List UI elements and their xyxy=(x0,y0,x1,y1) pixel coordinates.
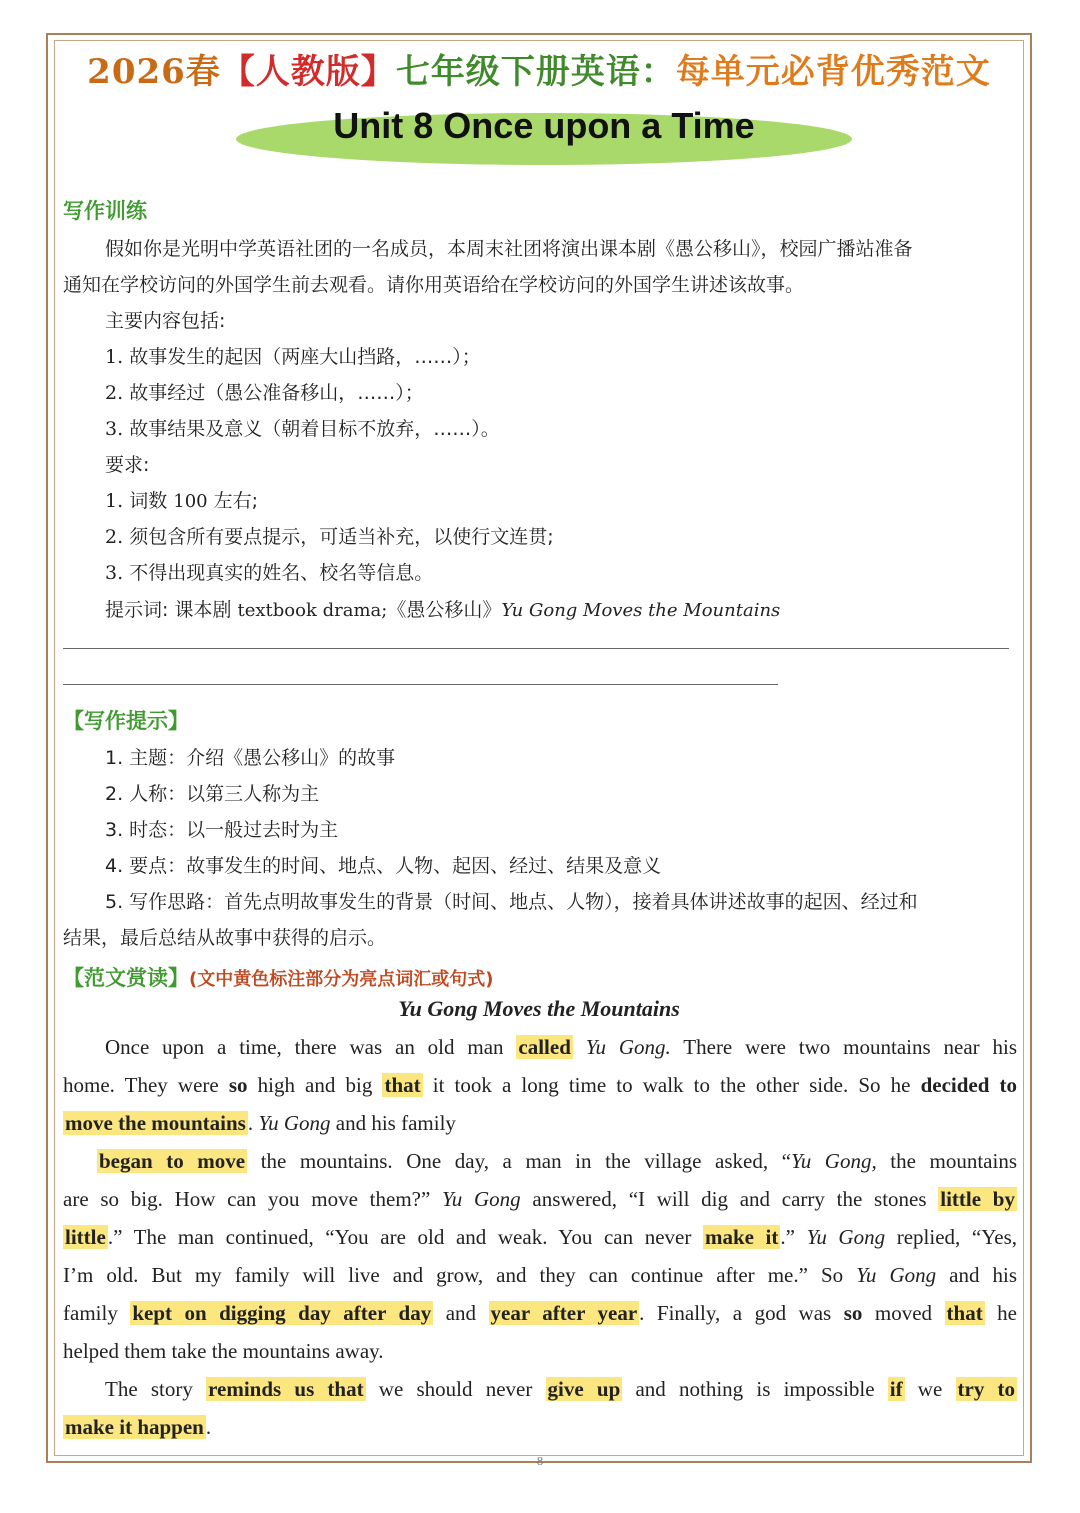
content-item: 2. 故事经过（愚公准备移山，……）； xyxy=(105,382,424,404)
content-item: 3. 故事结果及意义（朝着目标不放弃，……）。 xyxy=(105,418,500,440)
writing-task-heading: 写作训练 xyxy=(63,199,147,223)
requirement-item: 1. 词数 100 左右; xyxy=(105,490,259,512)
content-item: 1. 故事发生的起因（两座大山挡路，……）； xyxy=(105,346,481,368)
answer-line xyxy=(63,648,1009,649)
essay-line: little.” The man continued, “You are old and weak. You can never make it.” Yu Gong replied, “Yes, xyxy=(65,1225,1017,1249)
tip-item: 2. 人称：以第三人称为主 xyxy=(105,783,320,805)
essay-line: are so big. How can you move them?” Yu Gong answered, “I will dig and carry the stones little by xyxy=(63,1187,1015,1211)
tip-item: 1. 主题：介绍《愚公移山》的故事 xyxy=(105,747,396,769)
essay-line: family kept on digging day after day and year after year. Finally, a god was so moved that he xyxy=(63,1301,1017,1325)
essay-line: The story reminds us that we should never give up and nothing is impossible if we try to xyxy=(105,1377,1016,1401)
tip-item: 5. 写作思路：首先点明故事发生的背景（时间、地点、人物），接着具体讲述故事的起因、经过和 xyxy=(105,891,918,913)
tip-item-cont: 结果，最后总结从故事中获得的启示。 xyxy=(63,927,387,949)
essay-title: Yu Gong Moves the Mountains xyxy=(398,996,680,1021)
title-edition: 【人教版】 xyxy=(220,52,396,92)
requirement-item: 2. 须包含所有要点提示，可适当补充，以使行文连贯; xyxy=(105,526,554,548)
page-number: 8 xyxy=(536,1455,544,1468)
task-intro-line1: 假如你是光明中学英语社团的一名成员，本周末社团将演出课本剧《愚公移山》，校园广播站准备 xyxy=(105,238,913,260)
essay-line: Once upon a time, there was an old man called Yu Gong. There were two mountains near his xyxy=(105,1035,1017,1059)
document-title xyxy=(46,44,1032,93)
essay-line: began to move the mountains. One day, a man in the village asked, “Yu Gong, the mountains xyxy=(99,1149,1017,1173)
title-season: 2026春 xyxy=(87,52,221,92)
task-intro-line2: 通知在学校访问的外国学生前去观看。请你用英语给在学校访问的外国学生讲述该故事。 xyxy=(63,274,805,296)
requirements-label: 要求: xyxy=(105,454,150,476)
answer-line xyxy=(63,684,778,685)
essay-line: move the mountains. Yu Gong and his family xyxy=(65,1111,456,1135)
essay-line: home. They were so high and big that it took a long time to walk to the other side. So he decided to xyxy=(63,1073,1017,1097)
unit-title: Unit 8 Once upon a Time xyxy=(333,105,755,146)
requirement-item: 3. 不得出现真实的姓名、校名等信息。 xyxy=(105,562,434,584)
essay-line: I’m old. But my family will live and grow, and they can continue after me.” So Yu Gong and his xyxy=(63,1263,1017,1287)
hint-words: 提示词: 课本剧 textbook drama;《愚公移山》Yu Gong Moves the Mountains xyxy=(105,599,781,621)
essay-line: make it happen. xyxy=(65,1415,212,1439)
highlight-note: (文中黄色标注部分为亮点词汇或句式) xyxy=(189,969,494,990)
writing-tips-heading: 【写作提示】 xyxy=(63,709,189,733)
title-subject: 每单元必背优秀范文 xyxy=(675,52,991,92)
tip-item: 4. 要点：故事发生的时间、地点、人物、起因、经过、结果及意义 xyxy=(105,855,662,877)
tip-item: 3. 时态：以一般过去时为主 xyxy=(105,819,339,841)
model-essay-heading: 【范文赏读】(文中黄色标注部分为亮点词汇或句式) xyxy=(63,966,494,990)
title-grade: 七年级下册英语： xyxy=(395,52,676,92)
essay-line: helped them take the mountains away. xyxy=(63,1339,384,1363)
content-label: 主要内容包括: xyxy=(105,310,226,332)
